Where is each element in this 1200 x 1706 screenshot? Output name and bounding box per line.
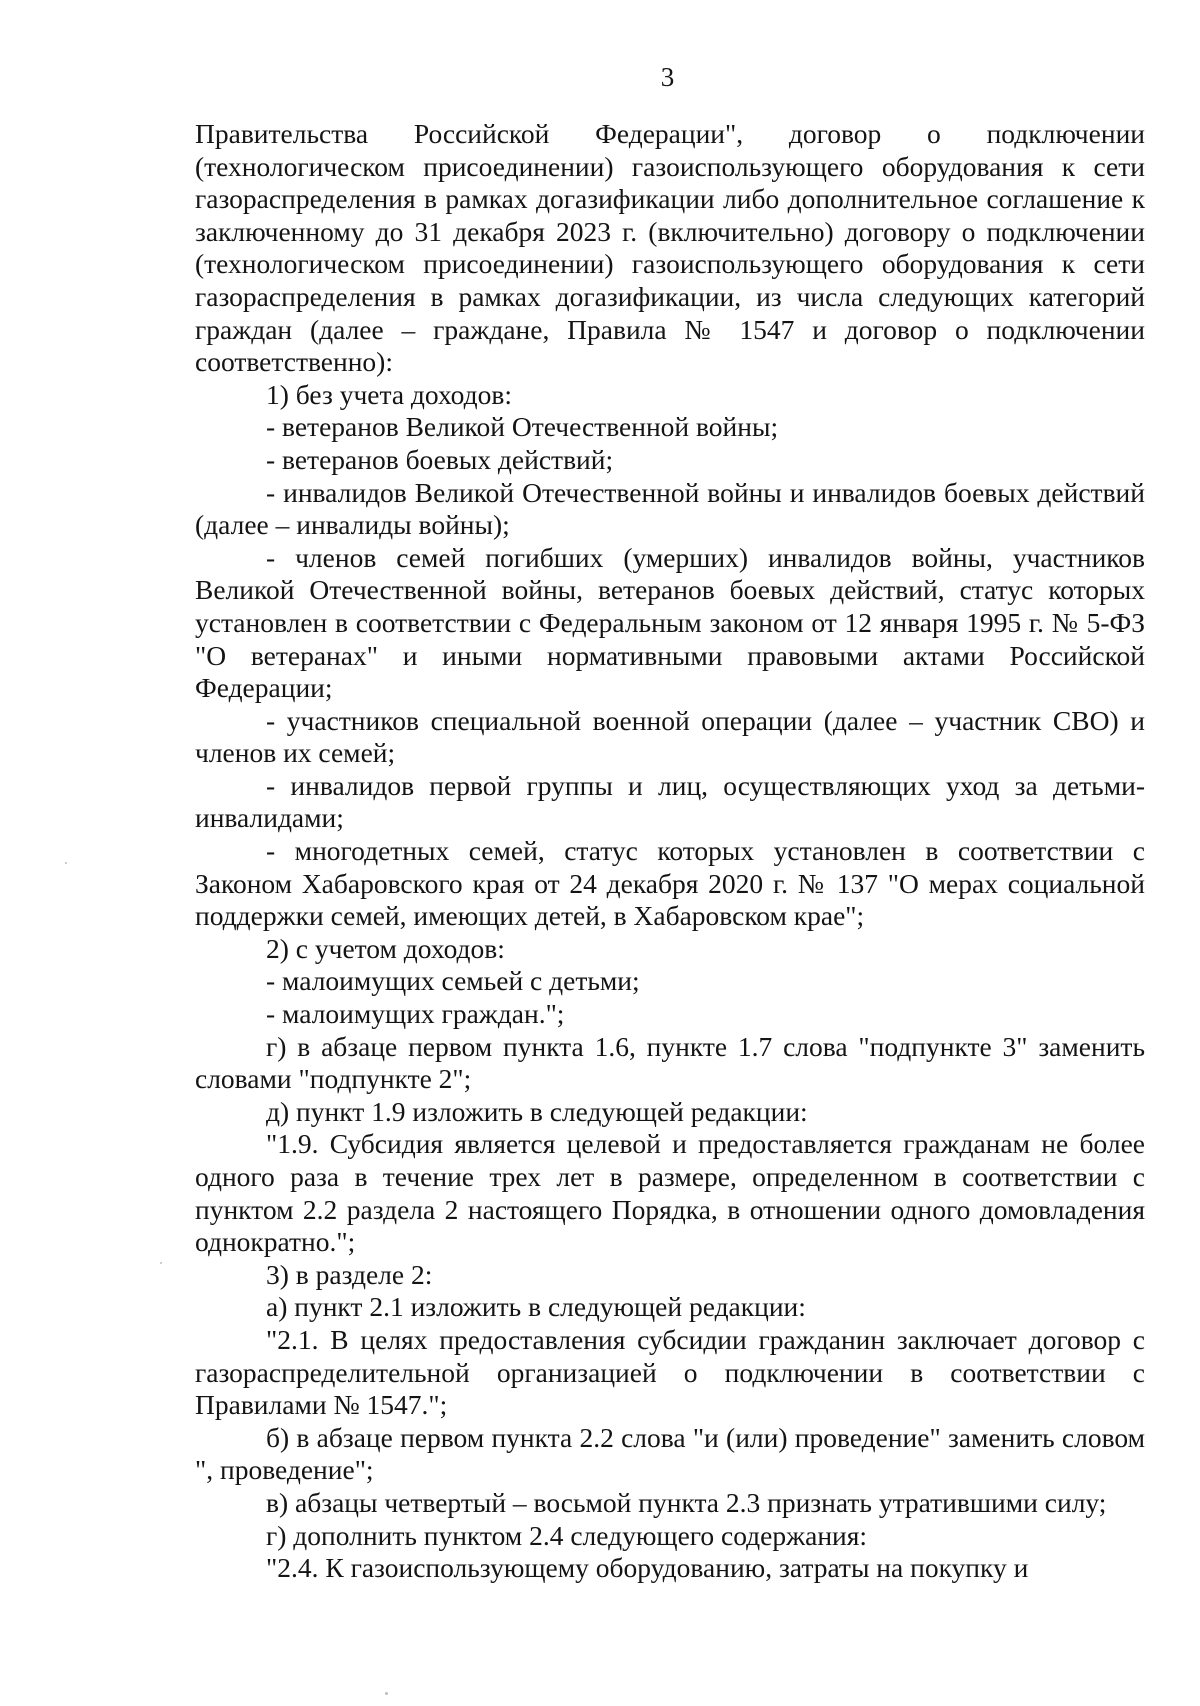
paragraph: Правительства Российской Федерации", договор о подключении (технологическом присоединении) газоиспользующего оборудования к сети газораспределения в рамках догазификации либо дополнительное соглашение к заключенному до 31 декабря 2023 г. (включительно) договору о подключении (технологическом присоединении) газоиспользующего оборудования к сети газораспределения в рамках догазификации, из числа следующих категорий граждан (далее – граждане, Правила № 1547 и договор о подключении соответственно):: [195, 118, 1145, 378]
list-item: - инвалидов Великой Отечественной войны и инвалидов боевых действий (далее – инвалиды войны);: [195, 476, 1145, 541]
paragraph: в) абзацы четвертый – восьмой пункта 2.3 признать утратившими силу;: [266, 1486, 1107, 1518]
document-body: [195, 118, 1145, 1585]
paragraph: д) пункт 1.9 изложить в следующей редакции:: [266, 1095, 808, 1127]
list-item: - малоимущих граждан.";: [266, 998, 565, 1030]
list-item: - ветеранов Великой Отечественной войны;: [266, 411, 779, 443]
list-item: - многодетных семей, статус которых установлен в соответствии с Законом Хабаровского края от 24 декабря 2020 г. № 137 "О мерах социальной поддержки семей, имеющих детей, в Хабаровском крае";: [195, 835, 1145, 932]
paragraph: а) пункт 2.1 изложить в следующей редакции:: [266, 1291, 806, 1323]
paragraph: 2) с учетом доходов:: [266, 932, 505, 964]
paragraph: 1) без учета доходов:: [266, 378, 512, 410]
paragraph: "1.9. Субсидия является целевой и предоставляется гражданам не более одного раза в течение трех лет в размере, определенном в соответствии с пунктом 2.2 раздела 2 настоящего Порядка, в отношении одного домовладения однократно.";: [195, 1128, 1145, 1258]
paragraph: "2.1. В целях предоставления субсидии гражданин заключает договор с газораспределительной организацией о подключении в соответствии с Правилами № 1547.";: [195, 1323, 1145, 1421]
page-number: 3: [660, 62, 675, 92]
paragraph: г) в абзаце первом пункта 1.6, пункте 1.7 слова "подпункте 3" заменить словами "подпункте 2";: [195, 1030, 1145, 1095]
scan-speck: [65, 862, 67, 864]
list-item: - ветеранов боевых действий;: [266, 443, 614, 475]
paragraph: 3) в разделе 2:: [266, 1258, 433, 1290]
list-item: - малоимущих семьей с детьми;: [266, 965, 640, 997]
paragraph: "2.4. К газоиспользующему оборудованию, затраты на покупку и: [266, 1552, 1029, 1584]
list-item: - членов семей погибших (умерших) инвалидов войны, участников Великой Отечественной войны, ветеранов боевых действий, статус которых установлен в соответствии с Федеральным законом от 12 января 1995 г. № 5-ФЗ "О ветеранах" и иными нормативными правовыми актами Российской Федерации;: [195, 541, 1145, 704]
list-item: - инвалидов первой группы и лиц, осуществляющих уход за детьми-инвалидами;: [195, 769, 1145, 834]
paragraph: б) в абзаце первом пункта 2.2 слова "и (или) проведение" заменить словом ", проведение";: [195, 1421, 1145, 1486]
scan-speck: [160, 1262, 162, 1264]
scan-speck: [385, 1692, 388, 1695]
paragraph: г) дополнить пунктом 2.4 следующего содержания:: [266, 1519, 868, 1551]
list-item: - участников специальной военной операции (далее – участник СВО) и членов их семей;: [195, 704, 1145, 769]
